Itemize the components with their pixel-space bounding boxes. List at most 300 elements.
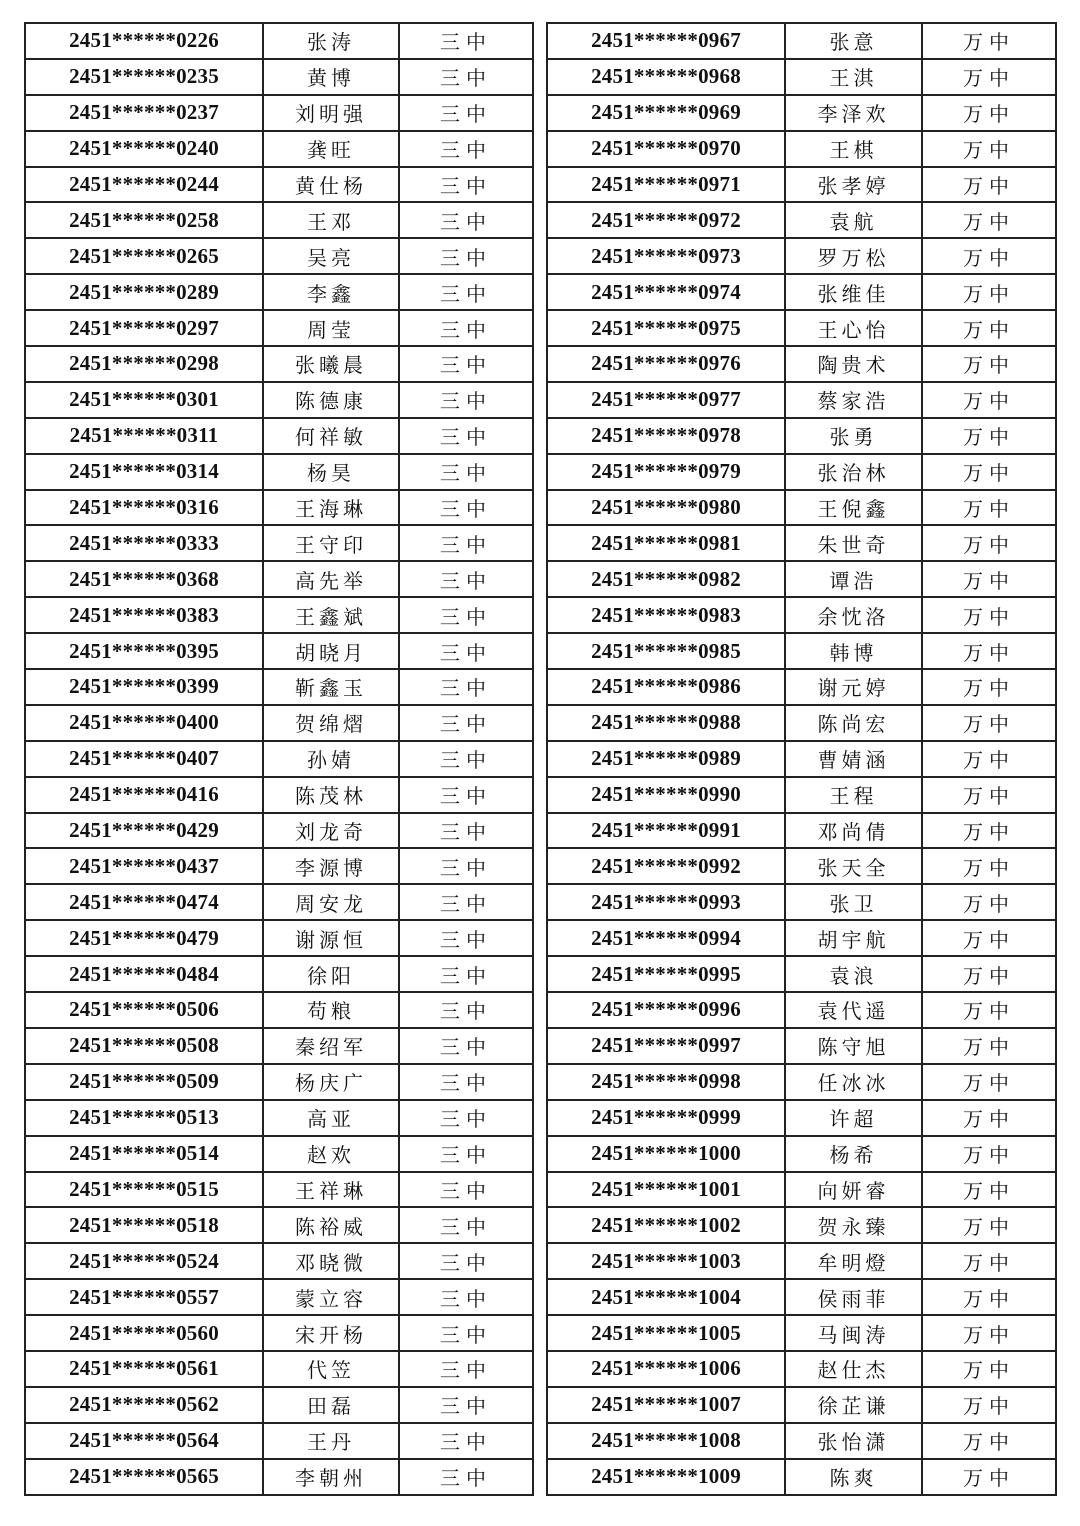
table-row — [25, 1315, 533, 1351]
student-id-cell: 2451******0994 — [547, 920, 785, 956]
table-row — [547, 167, 1056, 203]
table-row — [547, 1423, 1056, 1459]
school-cell: 万中 — [922, 920, 1056, 956]
table-row — [547, 777, 1056, 813]
student-id-cell: 2451******0314 — [25, 454, 263, 490]
school-cell: 万中 — [922, 1351, 1056, 1387]
school-cell: 万中 — [922, 95, 1056, 131]
school-cell: 三中 — [399, 346, 533, 382]
student-name-cell: 许超 — [785, 1100, 922, 1136]
table-row — [547, 1207, 1056, 1243]
student-name-cell: 任冰冰 — [785, 1064, 922, 1100]
table-row — [547, 884, 1056, 920]
student-id-cell: 2451******0474 — [25, 884, 263, 920]
student-id-cell: 2451******0400 — [25, 705, 263, 741]
school-cell: 万中 — [922, 633, 1056, 669]
table-row — [547, 992, 1056, 1028]
student-id-cell: 2451******1007 — [547, 1387, 785, 1423]
student-id-cell: 2451******0557 — [25, 1279, 263, 1315]
student-name-cell: 杨希 — [785, 1136, 922, 1172]
student-name-cell: 李鑫 — [263, 274, 399, 310]
table-row — [547, 848, 1056, 884]
student-id-cell: 2451******0514 — [25, 1136, 263, 1172]
table-row — [25, 1064, 533, 1100]
student-name-cell: 蔡家浩 — [785, 382, 922, 418]
student-name-cell: 张卫 — [785, 884, 922, 920]
school-cell: 三中 — [399, 956, 533, 992]
table-row — [25, 95, 533, 131]
table-row — [25, 992, 533, 1028]
table-row — [547, 920, 1056, 956]
school-cell: 万中 — [922, 884, 1056, 920]
student-name-cell: 韩博 — [785, 633, 922, 669]
student-id-cell: 2451******0972 — [547, 202, 785, 238]
student-name-cell: 刘龙奇 — [263, 813, 399, 849]
student-name-cell: 杨庆广 — [263, 1064, 399, 1100]
student-id-cell: 2451******0978 — [547, 418, 785, 454]
student-name-cell: 王祥琳 — [263, 1172, 399, 1208]
school-cell: 三中 — [399, 202, 533, 238]
table-row — [547, 956, 1056, 992]
table-row — [547, 382, 1056, 418]
student-name-cell: 王守印 — [263, 525, 399, 561]
student-id-cell: 2451******0985 — [547, 633, 785, 669]
student-id-cell: 2451******0988 — [547, 705, 785, 741]
school-cell: 三中 — [399, 633, 533, 669]
table-row — [547, 202, 1056, 238]
school-cell: 万中 — [922, 1028, 1056, 1064]
student-name-cell: 张曦晨 — [263, 346, 399, 382]
student-id-cell: 2451******0990 — [547, 777, 785, 813]
student-table-left — [24, 22, 534, 1496]
student-name-cell: 马闽涛 — [785, 1315, 922, 1351]
school-cell: 万中 — [922, 454, 1056, 490]
school-cell: 三中 — [399, 131, 533, 167]
school-cell: 三中 — [399, 454, 533, 490]
student-name-cell: 王丹 — [263, 1423, 399, 1459]
student-name-cell: 王鑫斌 — [263, 597, 399, 633]
student-name-cell: 王邓 — [263, 202, 399, 238]
student-id-cell: 2451******0289 — [25, 274, 263, 310]
student-id-cell: 2451******0437 — [25, 848, 263, 884]
table-row — [25, 525, 533, 561]
table-row — [25, 777, 533, 813]
student-id-cell: 2451******0967 — [547, 23, 785, 59]
student-name-cell: 王心怡 — [785, 310, 922, 346]
school-cell: 万中 — [922, 490, 1056, 526]
student-name-cell: 陈德康 — [263, 382, 399, 418]
student-name-cell: 李源博 — [263, 848, 399, 884]
table-row — [25, 131, 533, 167]
student-name-cell: 余忱洛 — [785, 597, 922, 633]
student-id-cell: 2451******0562 — [25, 1387, 263, 1423]
table-row — [547, 490, 1056, 526]
school-cell: 三中 — [399, 490, 533, 526]
school-cell: 万中 — [922, 1243, 1056, 1279]
student-id-cell: 2451******0974 — [547, 274, 785, 310]
student-name-cell: 高先举 — [263, 561, 399, 597]
school-cell: 三中 — [399, 992, 533, 1028]
school-cell: 万中 — [922, 1064, 1056, 1100]
table-row — [547, 1459, 1056, 1495]
table-row — [25, 1136, 533, 1172]
student-name-cell: 罗万松 — [785, 238, 922, 274]
student-id-cell: 2451******0997 — [547, 1028, 785, 1064]
student-name-cell: 陈茂林 — [263, 777, 399, 813]
school-cell: 三中 — [399, 382, 533, 418]
school-cell: 三中 — [399, 23, 533, 59]
student-name-cell: 龚旺 — [263, 131, 399, 167]
student-name-cell: 孙婧 — [263, 741, 399, 777]
student-id-cell: 2451******0297 — [25, 310, 263, 346]
school-cell: 万中 — [922, 1207, 1056, 1243]
school-cell: 万中 — [922, 346, 1056, 382]
table-row — [547, 95, 1056, 131]
table-row — [547, 1279, 1056, 1315]
student-id-cell: 2451******0265 — [25, 238, 263, 274]
table-row — [25, 1459, 533, 1495]
student-id-cell: 2451******1005 — [547, 1315, 785, 1351]
student-name-cell: 张治林 — [785, 454, 922, 490]
school-cell: 万中 — [922, 59, 1056, 95]
table-row — [25, 1279, 533, 1315]
school-cell: 万中 — [922, 202, 1056, 238]
student-id-cell: 2451******0244 — [25, 167, 263, 203]
table-row — [547, 131, 1056, 167]
student-name-cell: 胡宇航 — [785, 920, 922, 956]
table-row — [547, 669, 1056, 705]
table-row — [25, 956, 533, 992]
school-cell: 三中 — [399, 1315, 533, 1351]
school-cell: 万中 — [922, 382, 1056, 418]
student-name-cell: 周安龙 — [263, 884, 399, 920]
student-id-cell: 2451******0311 — [25, 418, 263, 454]
school-cell: 万中 — [922, 23, 1056, 59]
table-left-body — [25, 23, 533, 1495]
student-id-cell: 2451******0996 — [547, 992, 785, 1028]
student-id-cell: 2451******0333 — [25, 525, 263, 561]
school-cell: 万中 — [922, 1172, 1056, 1208]
school-cell: 万中 — [922, 1279, 1056, 1315]
table-row — [25, 382, 533, 418]
student-id-cell: 2451******1004 — [547, 1279, 785, 1315]
school-cell: 万中 — [922, 561, 1056, 597]
school-cell: 三中 — [399, 597, 533, 633]
school-cell: 三中 — [399, 418, 533, 454]
table-row — [547, 346, 1056, 382]
table-row — [547, 1136, 1056, 1172]
student-name-cell: 王程 — [785, 777, 922, 813]
student-id-cell: 2451******0518 — [25, 1207, 263, 1243]
student-id-cell: 2451******0407 — [25, 741, 263, 777]
school-cell: 三中 — [399, 813, 533, 849]
student-name-cell: 吴亮 — [263, 238, 399, 274]
table-row — [25, 490, 533, 526]
student-id-cell: 2451******0235 — [25, 59, 263, 95]
table-row — [547, 705, 1056, 741]
school-cell: 万中 — [922, 741, 1056, 777]
student-name-cell: 李泽欢 — [785, 95, 922, 131]
student-id-cell: 2451******0383 — [25, 597, 263, 633]
student-name-cell: 刘明强 — [263, 95, 399, 131]
table-row — [547, 1028, 1056, 1064]
school-cell: 三中 — [399, 884, 533, 920]
student-name-cell: 曹婧涵 — [785, 741, 922, 777]
table-row — [547, 23, 1056, 59]
table-row — [25, 1100, 533, 1136]
student-id-cell: 2451******0226 — [25, 23, 263, 59]
student-name-cell: 徐阳 — [263, 956, 399, 992]
student-name-cell: 张涛 — [263, 23, 399, 59]
school-cell: 三中 — [399, 1207, 533, 1243]
student-name-cell: 陈尚宏 — [785, 705, 922, 741]
student-name-cell: 王淇 — [785, 59, 922, 95]
table-row — [25, 884, 533, 920]
school-cell: 万中 — [922, 848, 1056, 884]
school-cell: 万中 — [922, 1315, 1056, 1351]
table-row — [547, 274, 1056, 310]
student-id-cell: 2451******0971 — [547, 167, 785, 203]
school-cell: 三中 — [399, 1100, 533, 1136]
school-cell: 三中 — [399, 920, 533, 956]
student-id-cell: 2451******0513 — [25, 1100, 263, 1136]
school-cell: 万中 — [922, 813, 1056, 849]
student-id-cell: 2451******0301 — [25, 382, 263, 418]
school-cell: 三中 — [399, 705, 533, 741]
student-name-cell: 徐芷谦 — [785, 1387, 922, 1423]
student-name-cell: 邓尚倩 — [785, 813, 922, 849]
table-row — [547, 1351, 1056, 1387]
school-cell: 三中 — [399, 1064, 533, 1100]
student-id-cell: 2451******0561 — [25, 1351, 263, 1387]
student-name-cell: 靳鑫玉 — [263, 669, 399, 705]
table-row — [25, 418, 533, 454]
school-cell: 万中 — [922, 1423, 1056, 1459]
table-row — [25, 848, 533, 884]
student-name-cell: 陈裕威 — [263, 1207, 399, 1243]
table-row — [547, 597, 1056, 633]
student-id-cell: 2451******1001 — [547, 1172, 785, 1208]
table-row — [25, 454, 533, 490]
student-name-cell: 赵仕杰 — [785, 1351, 922, 1387]
student-name-cell: 谢元婷 — [785, 669, 922, 705]
school-cell: 万中 — [922, 274, 1056, 310]
student-name-cell: 周莹 — [263, 310, 399, 346]
school-cell: 万中 — [922, 525, 1056, 561]
table-row — [25, 167, 533, 203]
school-cell: 三中 — [399, 59, 533, 95]
school-cell: 三中 — [399, 238, 533, 274]
table-row — [25, 1028, 533, 1064]
student-id-cell: 2451******0989 — [547, 741, 785, 777]
student-name-cell: 袁代遥 — [785, 992, 922, 1028]
school-cell: 万中 — [922, 238, 1056, 274]
student-name-cell: 侯雨菲 — [785, 1279, 922, 1315]
table-row — [25, 1243, 533, 1279]
student-id-cell: 2451******0995 — [547, 956, 785, 992]
student-id-cell: 2451******0970 — [547, 131, 785, 167]
school-cell: 三中 — [399, 274, 533, 310]
student-id-cell: 2451******0515 — [25, 1172, 263, 1208]
student-name-cell: 向妍睿 — [785, 1172, 922, 1208]
table-row — [547, 310, 1056, 346]
school-cell: 三中 — [399, 1243, 533, 1279]
table-row — [25, 310, 533, 346]
school-cell: 三中 — [399, 1387, 533, 1423]
school-cell: 三中 — [399, 1172, 533, 1208]
student-id-cell: 2451******0977 — [547, 382, 785, 418]
student-id-cell: 2451******0969 — [547, 95, 785, 131]
student-id-cell: 2451******0993 — [547, 884, 785, 920]
school-cell: 万中 — [922, 1459, 1056, 1495]
school-cell: 三中 — [399, 669, 533, 705]
student-id-cell: 2451******1002 — [547, 1207, 785, 1243]
student-name-cell: 高亚 — [263, 1100, 399, 1136]
student-id-cell: 2451******0237 — [25, 95, 263, 131]
student-name-cell: 宋开杨 — [263, 1315, 399, 1351]
table-row — [547, 1064, 1056, 1100]
student-id-cell: 2451******0368 — [25, 561, 263, 597]
table-row — [25, 1387, 533, 1423]
student-id-cell: 2451******0986 — [547, 669, 785, 705]
student-name-cell: 陈守旭 — [785, 1028, 922, 1064]
student-id-cell: 2451******0560 — [25, 1315, 263, 1351]
table-row — [547, 1100, 1056, 1136]
student-id-cell: 2451******0983 — [547, 597, 785, 633]
table-row — [25, 669, 533, 705]
student-name-cell: 邓晓微 — [263, 1243, 399, 1279]
student-id-cell: 2451******0479 — [25, 920, 263, 956]
student-id-cell: 2451******0484 — [25, 956, 263, 992]
student-name-cell: 张维佳 — [785, 274, 922, 310]
student-id-cell: 2451******0395 — [25, 633, 263, 669]
school-cell: 万中 — [922, 705, 1056, 741]
student-id-cell: 2451******0992 — [547, 848, 785, 884]
student-name-cell: 张怡潇 — [785, 1423, 922, 1459]
school-cell: 三中 — [399, 1279, 533, 1315]
table-row — [547, 1172, 1056, 1208]
student-id-cell: 2451******0316 — [25, 490, 263, 526]
student-name-cell: 代笠 — [263, 1351, 399, 1387]
school-cell: 万中 — [922, 992, 1056, 1028]
school-cell: 三中 — [399, 1028, 533, 1064]
table-row — [25, 23, 533, 59]
student-id-cell: 2451******1006 — [547, 1351, 785, 1387]
table-row — [547, 741, 1056, 777]
student-name-cell: 黄博 — [263, 59, 399, 95]
student-name-cell: 王海琳 — [263, 490, 399, 526]
student-name-cell: 王棋 — [785, 131, 922, 167]
school-cell: 三中 — [399, 848, 533, 884]
student-id-cell: 2451******0399 — [25, 669, 263, 705]
student-id-cell: 2451******1003 — [547, 1243, 785, 1279]
student-id-cell: 2451******0980 — [547, 490, 785, 526]
student-name-cell: 谢源恒 — [263, 920, 399, 956]
table-row — [25, 920, 533, 956]
student-id-cell: 2451******0979 — [547, 454, 785, 490]
school-cell: 万中 — [922, 1387, 1056, 1423]
student-name-cell: 陈爽 — [785, 1459, 922, 1495]
table-row — [25, 1351, 533, 1387]
student-id-cell: 2451******0975 — [547, 310, 785, 346]
table-row — [25, 1172, 533, 1208]
student-name-cell: 秦绍军 — [263, 1028, 399, 1064]
student-id-cell: 2451******0973 — [547, 238, 785, 274]
student-id-cell: 2451******0981 — [547, 525, 785, 561]
student-name-cell: 赵欢 — [263, 1136, 399, 1172]
student-name-cell: 张孝婷 — [785, 167, 922, 203]
school-cell: 万中 — [922, 167, 1056, 203]
school-cell: 三中 — [399, 167, 533, 203]
student-id-cell: 2451******0258 — [25, 202, 263, 238]
student-name-cell: 张天全 — [785, 848, 922, 884]
student-id-cell: 2451******0999 — [547, 1100, 785, 1136]
student-name-cell: 王倪鑫 — [785, 490, 922, 526]
school-cell: 万中 — [922, 669, 1056, 705]
student-name-cell: 牟明燈 — [785, 1243, 922, 1279]
school-cell: 三中 — [399, 777, 533, 813]
table-row — [25, 346, 533, 382]
student-id-cell: 2451******1008 — [547, 1423, 785, 1459]
school-cell: 万中 — [922, 597, 1056, 633]
student-id-cell: 2451******0240 — [25, 131, 263, 167]
table-row — [547, 418, 1056, 454]
student-name-cell: 袁浪 — [785, 956, 922, 992]
school-cell: 三中 — [399, 1459, 533, 1495]
table-row — [547, 561, 1056, 597]
school-cell: 三中 — [399, 310, 533, 346]
school-cell: 三中 — [399, 741, 533, 777]
school-cell: 三中 — [399, 1136, 533, 1172]
student-name-cell: 苟粮 — [263, 992, 399, 1028]
table-row — [547, 1315, 1056, 1351]
table-row — [25, 274, 533, 310]
student-id-cell: 2451******0982 — [547, 561, 785, 597]
table-row — [25, 813, 533, 849]
student-id-cell: 2451******0429 — [25, 813, 263, 849]
student-id-cell: 2451******1009 — [547, 1459, 785, 1495]
table-row — [547, 813, 1056, 849]
student-name-cell: 谭浩 — [785, 561, 922, 597]
school-cell: 三中 — [399, 1423, 533, 1459]
table-row — [25, 705, 533, 741]
student-name-cell: 袁航 — [785, 202, 922, 238]
table-row — [547, 525, 1056, 561]
student-id-cell: 2451******0998 — [547, 1064, 785, 1100]
student-name-cell: 蒙立容 — [263, 1279, 399, 1315]
table-row — [25, 1207, 533, 1243]
table-row — [547, 454, 1056, 490]
school-cell: 万中 — [922, 956, 1056, 992]
student-name-cell: 李朝州 — [263, 1459, 399, 1495]
table-row — [25, 238, 533, 274]
school-cell: 三中 — [399, 1351, 533, 1387]
table-row — [25, 1423, 533, 1459]
student-id-cell: 2451******0509 — [25, 1064, 263, 1100]
student-id-cell: 2451******0564 — [25, 1423, 263, 1459]
student-id-cell: 2451******0565 — [25, 1459, 263, 1495]
student-name-cell: 朱世奇 — [785, 525, 922, 561]
student-name-cell: 田磊 — [263, 1387, 399, 1423]
school-cell: 万中 — [922, 418, 1056, 454]
school-cell: 万中 — [922, 777, 1056, 813]
school-cell: 万中 — [922, 131, 1056, 167]
student-id-cell: 2451******0991 — [547, 813, 785, 849]
school-cell: 三中 — [399, 525, 533, 561]
student-id-cell: 2451******0416 — [25, 777, 263, 813]
student-name-cell: 胡晓月 — [263, 633, 399, 669]
student-name-cell: 黄仕杨 — [263, 167, 399, 203]
